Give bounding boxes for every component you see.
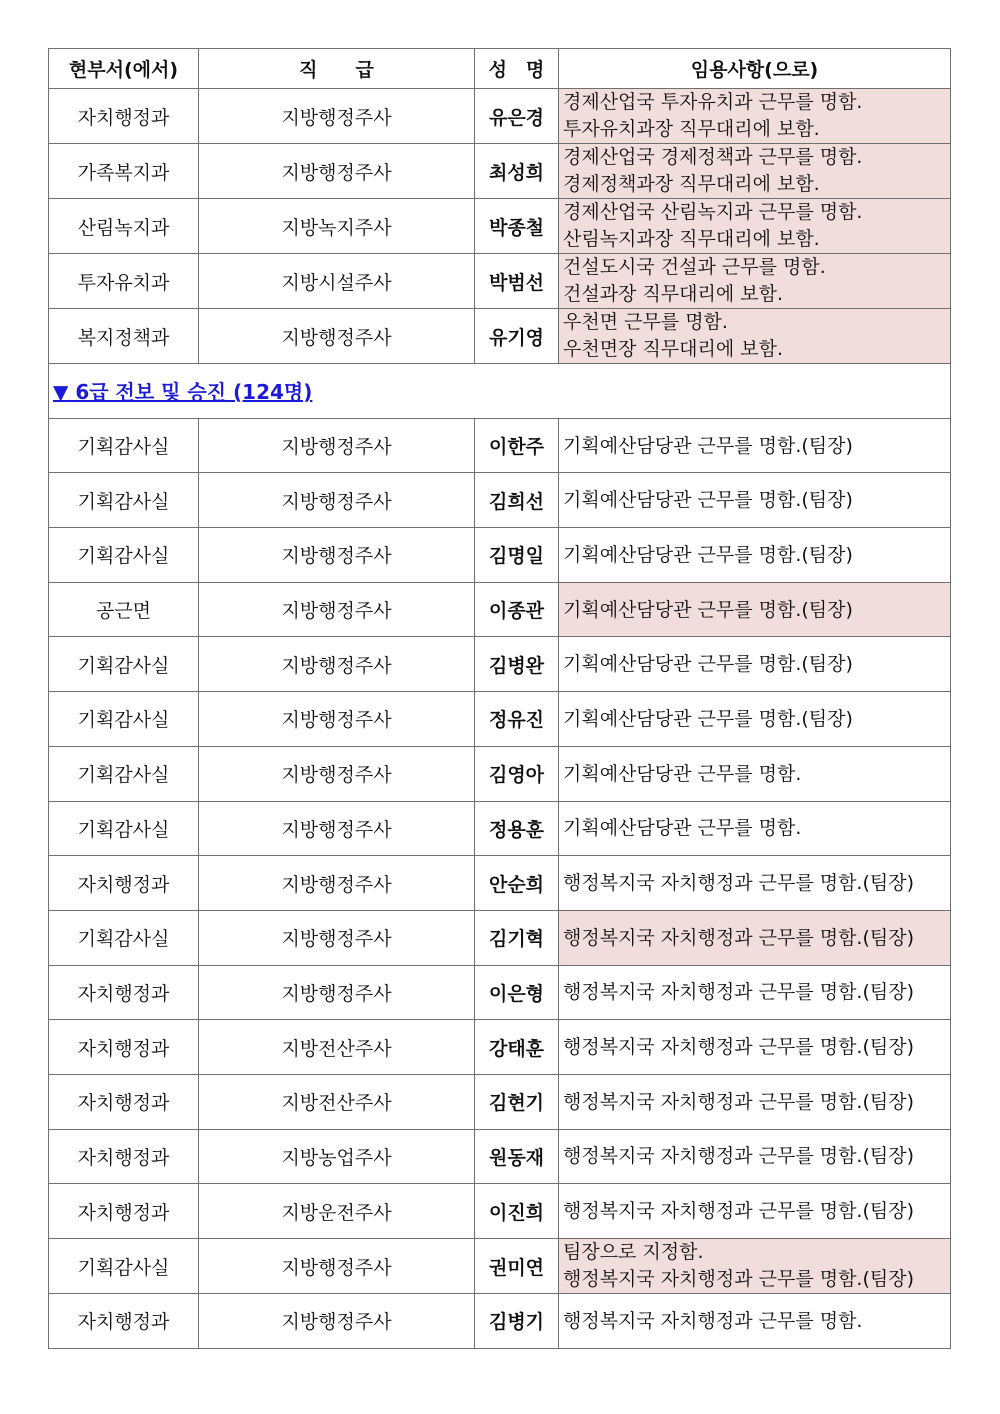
note-cell — [559, 692, 951, 747]
table-body-top — [49, 89, 951, 364]
dept-cell: 기획감사실 — [49, 910, 199, 965]
note-cell — [559, 1239, 951, 1294]
dept-cell: 자치행정과 — [49, 856, 199, 911]
grade-cell: 지방행정주사 — [199, 692, 475, 747]
note-line: 경제산업국 산림녹지과 근무를 명함. — [563, 201, 863, 223]
table-row — [49, 309, 951, 364]
grade-cell: 지방운전주사 — [199, 1184, 475, 1239]
table-row — [49, 637, 951, 692]
note-line: 경제산업국 투자유치과 근무를 명함. — [563, 91, 863, 113]
dept-cell: 자치행정과 — [49, 1129, 199, 1184]
table-row — [49, 1294, 951, 1349]
name-cell: 정용훈 — [475, 801, 559, 856]
grade-cell: 지방행정주사 — [199, 965, 475, 1020]
name-cell: 이한주 — [475, 418, 559, 473]
note-line: 산림녹지과장 직무대리에 보함. — [563, 228, 820, 250]
grade-cell: 지방행정주사 — [199, 309, 475, 364]
dept-cell: 기획감사실 — [49, 1239, 199, 1294]
dept-cell: 기획감사실 — [49, 473, 199, 528]
name-cell: 김기혁 — [475, 910, 559, 965]
grade-cell: 지방행정주사 — [199, 418, 475, 473]
grade-cell: 지방전산주사 — [199, 1020, 475, 1075]
note-line: 행정복지국 자치행정과 근무를 명함.(팀장) — [563, 1200, 915, 1223]
note-line: 행정복지국 자치행정과 근무를 명함. — [563, 1309, 863, 1332]
note-line: 건설도시국 건설과 근무를 명함. — [563, 256, 826, 278]
section-row-group — [49, 364, 951, 419]
name-cell: 강태훈 — [475, 1020, 559, 1075]
dept-cell: 자치행정과 — [49, 965, 199, 1020]
note-cell — [559, 856, 951, 911]
table-row — [49, 910, 951, 965]
dept-cell: 기획감사실 — [49, 637, 199, 692]
name-cell: 유은경 — [475, 89, 559, 144]
table-row — [49, 965, 951, 1020]
note-line: 건설과장 직무대리에 보함. — [563, 283, 784, 305]
note-cell — [559, 254, 951, 309]
note-cell — [559, 910, 951, 965]
dept-cell: 자치행정과 — [49, 1294, 199, 1349]
dept-cell: 공근면 — [49, 582, 199, 637]
table-row — [49, 528, 951, 583]
table-row — [49, 801, 951, 856]
grade-cell: 지방행정주사 — [199, 1294, 475, 1349]
note-line: 행정복지국 자치행정과 근무를 명함.(팀장) — [563, 872, 915, 895]
section-cell — [49, 364, 951, 419]
note-cell — [559, 582, 951, 637]
note-line: 행정복지국 자치행정과 근무를 명함.(팀장) — [563, 1268, 915, 1290]
note-line: 기획예산담당관 근무를 명함. — [563, 817, 802, 840]
note-cell — [559, 637, 951, 692]
table-row — [49, 1074, 951, 1129]
name-cell: 박종철 — [475, 199, 559, 254]
note-line: 기획예산담당관 근무를 명함.(팀장) — [563, 707, 853, 730]
note-cell — [559, 965, 951, 1020]
grade-cell: 지방행정주사 — [199, 89, 475, 144]
header-grade: 직 급 — [199, 49, 475, 89]
note-cell — [559, 1294, 951, 1349]
note-cell — [559, 473, 951, 528]
table-row — [49, 1239, 951, 1294]
grade-cell: 지방행정주사 — [199, 144, 475, 199]
dept-cell: 투자유치과 — [49, 254, 199, 309]
name-cell: 권미연 — [475, 1239, 559, 1294]
note-cell — [559, 309, 951, 364]
name-cell: 유기영 — [475, 309, 559, 364]
note-cell — [559, 1020, 951, 1075]
note-line: 행정복지국 자치행정과 근무를 명함.(팀장) — [563, 1145, 915, 1168]
note-cell — [559, 801, 951, 856]
note-line: 기획예산담당관 근무를 명함. — [563, 762, 802, 785]
note-line: 우천면장 직무대리에 보함. — [563, 338, 784, 360]
name-cell: 원동재 — [475, 1129, 559, 1184]
note-cell — [559, 1184, 951, 1239]
dept-cell: 기획감사실 — [49, 418, 199, 473]
note-cell — [559, 199, 951, 254]
note-cell — [559, 1129, 951, 1184]
note-line: 투자유치과장 직무대리에 보함. — [563, 118, 820, 140]
grade-cell: 지방행정주사 — [199, 801, 475, 856]
name-cell: 박범선 — [475, 254, 559, 309]
note-line: 경제정책과장 직무대리에 보함. — [563, 173, 820, 195]
name-cell: 이은형 — [475, 965, 559, 1020]
grade-cell: 지방농업주사 — [199, 1129, 475, 1184]
name-cell: 김병기 — [475, 1294, 559, 1349]
note-line: 기획예산담당관 근무를 명함.(팀장) — [563, 653, 853, 676]
section-row — [49, 364, 951, 419]
table-row — [49, 1020, 951, 1075]
grade-cell: 지방행정주사 — [199, 1239, 475, 1294]
dept-cell: 복지정책과 — [49, 309, 199, 364]
name-cell: 김현기 — [475, 1074, 559, 1129]
dept-cell: 자치행정과 — [49, 1020, 199, 1075]
dept-cell: 기획감사실 — [49, 746, 199, 801]
note-cell — [559, 1074, 951, 1129]
appointment-table — [48, 48, 951, 1349]
grade-cell: 지방행정주사 — [199, 856, 475, 911]
table-row — [49, 144, 951, 199]
table-row — [49, 1184, 951, 1239]
name-cell: 정유진 — [475, 692, 559, 747]
grade-cell: 지방행정주사 — [199, 637, 475, 692]
table-row — [49, 418, 951, 473]
note-cell — [559, 144, 951, 199]
name-cell: 안순희 — [475, 856, 559, 911]
dept-cell: 산림녹지과 — [49, 199, 199, 254]
grade-cell: 지방시설주사 — [199, 254, 475, 309]
grade-cell: 지방행정주사 — [199, 910, 475, 965]
grade-cell: 지방녹지주사 — [199, 199, 475, 254]
note-line: 우천면 근무를 명함. — [563, 311, 728, 333]
note-line: 행정복지국 자치행정과 근무를 명함.(팀장) — [563, 1036, 915, 1059]
table-header-row — [49, 49, 951, 89]
note-line: 경제산업국 경제정책과 근무를 명함. — [563, 146, 863, 168]
table-row — [49, 199, 951, 254]
name-cell: 이종관 — [475, 582, 559, 637]
table-body-bottom — [49, 418, 951, 1348]
note-cell — [559, 528, 951, 583]
dept-cell: 자치행정과 — [49, 1074, 199, 1129]
table-row — [49, 582, 951, 637]
grade-cell: 지방행정주사 — [199, 528, 475, 583]
table-row — [49, 473, 951, 528]
grade-cell: 지방행정주사 — [199, 582, 475, 637]
name-cell: 최성희 — [475, 144, 559, 199]
grade-cell: 지방행정주사 — [199, 473, 475, 528]
section-link[interactable]: ▼ 6급 전보 및 승진 (124명) — [53, 380, 313, 405]
note-cell — [559, 89, 951, 144]
table-row — [49, 1129, 951, 1184]
note-line: 기획예산담당관 근무를 명함.(팀장) — [563, 543, 853, 566]
header-dept: 현부서(에서) — [49, 49, 199, 89]
note-cell — [559, 418, 951, 473]
name-cell: 김명일 — [475, 528, 559, 583]
dept-cell: 기획감사실 — [49, 801, 199, 856]
note-line: 팀장으로 지정함. — [563, 1241, 704, 1263]
note-line: 기획예산담당관 근무를 명함.(팀장) — [563, 434, 853, 457]
note-line: 행정복지국 자치행정과 근무를 명함.(팀장) — [563, 926, 915, 949]
note-line: 행정복지국 자치행정과 근무를 명함.(팀장) — [563, 1090, 915, 1113]
note-line: 기획예산담당관 근무를 명함.(팀장) — [563, 489, 853, 512]
note-line: 행정복지국 자치행정과 근무를 명함.(팀장) — [563, 981, 915, 1004]
header-name: 성 명 — [475, 49, 559, 89]
dept-cell: 기획감사실 — [49, 528, 199, 583]
table-row — [49, 856, 951, 911]
table-row — [49, 692, 951, 747]
name-cell: 김병완 — [475, 637, 559, 692]
dept-cell: 기획감사실 — [49, 692, 199, 747]
table-row — [49, 89, 951, 144]
name-cell: 이진희 — [475, 1184, 559, 1239]
dept-cell: 자치행정과 — [49, 89, 199, 144]
note-line: 기획예산담당관 근무를 명함.(팀장) — [563, 598, 853, 621]
table-row — [49, 254, 951, 309]
dept-cell: 가족복지과 — [49, 144, 199, 199]
dept-cell: 자치행정과 — [49, 1184, 199, 1239]
note-cell — [559, 746, 951, 801]
name-cell: 김영아 — [475, 746, 559, 801]
header-note: 임용사항(으로) — [559, 49, 951, 89]
grade-cell: 지방행정주사 — [199, 746, 475, 801]
name-cell: 김희선 — [475, 473, 559, 528]
grade-cell: 지방전산주사 — [199, 1074, 475, 1129]
table-row — [49, 746, 951, 801]
